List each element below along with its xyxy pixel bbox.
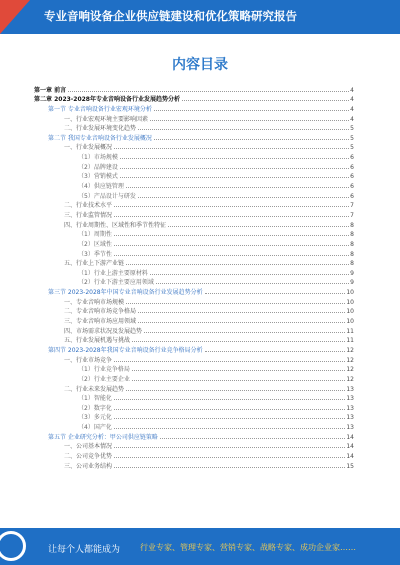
toc-entry[interactable] (34, 171, 354, 181)
toc-entry[interactable] (34, 441, 354, 451)
toc-entry-text: （3）季节性 (78, 250, 112, 258)
toc-entry-text: （3）多元化 (78, 414, 112, 422)
toc-entry-text: （5）产品设计与研发 (78, 192, 136, 200)
toc-page-number: 4 (350, 96, 354, 104)
toc-page-number: 4 (350, 86, 354, 94)
toc-page-number: 8 (350, 260, 354, 268)
footer-tagline: 行业专家、管理专家、营销专家、战略专家、成功企业家…… (140, 543, 356, 552)
toc-leader-dots (138, 312, 345, 313)
toc-entry[interactable] (34, 306, 354, 316)
toc-entry-text: （1）市场规模 (78, 154, 118, 162)
toc-entry[interactable] (34, 383, 354, 393)
toc-page-number: 8 (350, 250, 354, 258)
page-footer (0, 528, 400, 565)
toc-leader-dots (68, 91, 349, 92)
toc-leader-dots (120, 168, 349, 169)
toc-leader-dots (126, 187, 349, 188)
toc-entry-text: （2）行业主要企业 (78, 375, 130, 383)
toc-page-number: 12 (346, 346, 354, 354)
toc-page-number: 12 (346, 375, 354, 383)
toc-entry-text: 第四节 2023-2028年我国专业音响设备行业竞争格局分析 (48, 346, 203, 354)
toc-entry-text: 第二节 我国专业音响设备行业发展概况 (48, 134, 152, 142)
toc-leader-dots (132, 341, 345, 342)
toc-entry-text: 第一章 前言 (34, 86, 67, 94)
toc-page-number: 12 (346, 356, 354, 364)
toc-page-number: 12 (346, 366, 354, 374)
toc-page-number: 4 (350, 105, 354, 113)
toc-page-number: 5 (350, 134, 354, 142)
toc-entry-text: 一、行业市场竞争 (64, 356, 113, 364)
toc-leader-dots (114, 216, 349, 217)
toc-entry-text: 五、行业发展机遇与挑战 (64, 337, 131, 345)
toc-entry[interactable] (34, 450, 354, 460)
toc-entry-text: （2）品牌建设 (78, 163, 118, 171)
toc-leader-dots (120, 158, 349, 159)
toc-entry-text: （3）营销模式 (78, 173, 118, 181)
toc-entry[interactable] (34, 421, 354, 431)
toc-leader-dots (154, 110, 349, 111)
toc-page-number: 11 (346, 337, 354, 345)
toc-page-number: 6 (350, 154, 354, 162)
toc-heading: 内容目录 (172, 57, 228, 73)
toc-page-number: 13 (346, 414, 354, 422)
toc-entry[interactable] (34, 325, 354, 335)
toc-entry[interactable] (34, 103, 354, 113)
toc-leader-dots (132, 380, 346, 381)
toc-entry-text: 二、行业技术水平 (64, 202, 113, 210)
toc-leader-dots (120, 177, 349, 178)
page-header (0, 0, 400, 34)
toc-leader-dots (144, 332, 345, 333)
toc-page-number: 9 (350, 269, 354, 277)
toc-page-number: 10 (346, 308, 354, 316)
toc-leader-dots (114, 447, 345, 448)
toc-page-number: 14 (346, 452, 354, 460)
header-accent (0, 0, 30, 34)
toc-page-number: 13 (346, 395, 354, 403)
toc-entry[interactable] (34, 402, 354, 412)
toc-page-number: 7 (350, 202, 354, 210)
toc-entry-text: 第五节 企业研究分析：甲公司供应链策略 (48, 433, 158, 441)
toc-entry[interactable] (34, 431, 354, 441)
toc-leader-dots (114, 409, 346, 410)
toc-page-number: 10 (346, 289, 354, 297)
toc-leader-dots (114, 457, 345, 458)
toc-entry-text: （2）行业下游主要应用领域 (78, 279, 154, 287)
toc-leader-dots (126, 303, 345, 304)
toc-leader-dots (126, 264, 349, 265)
toc-leader-dots (138, 322, 345, 323)
toc-leader-dots (114, 245, 349, 246)
toc-entry-text: （2）数字化 (78, 404, 112, 412)
toc-page-number: 14 (346, 433, 354, 441)
toc-entry[interactable] (34, 200, 354, 210)
toc-page-number: 8 (350, 221, 354, 229)
toc-leader-dots (138, 129, 349, 130)
toc-page-number: 7 (350, 211, 354, 219)
toc-leader-dots (205, 351, 346, 352)
toc-entry-text: （1）行业竞争格局 (78, 366, 130, 374)
toc-leader-dots (114, 418, 346, 419)
toc-entry[interactable] (34, 151, 354, 161)
toc-entry-text: 一、专业音响市场规模 (64, 298, 125, 306)
toc-entry[interactable] (34, 460, 354, 470)
toc-entry[interactable] (34, 94, 354, 104)
toc-entry[interactable] (34, 123, 354, 133)
toc-entry[interactable] (34, 354, 354, 364)
report-title: 专业音响设备企业供应链建设和优化策略研究报告 (44, 9, 297, 23)
toc-entry[interactable] (34, 209, 354, 219)
toc-entry[interactable] (34, 161, 354, 171)
footer-slogan: 让每个人都能成为 (48, 545, 121, 555)
toc-page-number: 4 (350, 115, 354, 123)
toc-entry-text: 三、行业监管情况 (64, 211, 113, 219)
toc-entry-text: 二、专业音响市场竞争格局 (64, 308, 137, 316)
toc-entry[interactable] (34, 267, 354, 277)
toc-entry[interactable] (34, 132, 354, 142)
toc-leader-dots (114, 361, 345, 362)
toc-leader-dots (154, 139, 349, 140)
toc-leader-dots (126, 390, 345, 391)
toc-entry[interactable] (34, 277, 354, 287)
toc-page-number: 10 (346, 318, 354, 326)
toc-entry[interactable] (34, 84, 354, 94)
toc-leader-dots (156, 283, 349, 284)
toc-entry-text: 三、专业音响市场应用领域 (64, 318, 137, 326)
toc-page-number: 15 (346, 462, 354, 470)
toc-entry[interactable] (34, 238, 354, 248)
toc-entry-text: 第一节 专业音响设备行业宏观环境分析 (48, 105, 152, 113)
toc-leader-dots (114, 255, 349, 256)
toc-entry-text: （4）供应链管理 (78, 183, 124, 191)
toc-page-number: 6 (350, 192, 354, 200)
toc-entry-text: 二、公司竞争优势 (64, 452, 113, 460)
toc-entry-text: （2）区域性 (78, 240, 112, 248)
toc-entry-text: 三、公司业务结构 (64, 462, 113, 470)
toc-leader-dots (114, 148, 349, 149)
toc-leader-dots (138, 197, 349, 198)
toc-entry-text: 四、市场需求状况及发展趋势 (64, 327, 143, 335)
toc-entry[interactable] (34, 286, 354, 296)
toc-leader-dots (114, 235, 349, 236)
toc-entry[interactable] (34, 142, 354, 152)
toc-entry-text: 一、行业发展概况 (64, 144, 113, 152)
toc-page-number: 10 (346, 298, 354, 306)
toc-entry[interactable] (34, 296, 354, 306)
toc-page-number: 14 (346, 443, 354, 451)
toc-entry-text: 四、行业周期性、区域性和季节性特征 (64, 221, 167, 229)
toc-leader-dots (205, 293, 346, 294)
toc-entry[interactable] (34, 315, 354, 325)
toc-entry-text: 二、行业未来发展趋势 (64, 385, 125, 393)
toc-entry[interactable] (34, 393, 354, 403)
toc-leader-dots (114, 467, 345, 468)
toc-page-number: 9 (350, 279, 354, 287)
toc-entry[interactable] (34, 248, 354, 258)
toc-page-number: 13 (346, 404, 354, 412)
toc-entry[interactable] (34, 258, 354, 268)
toc-page-number: 8 (350, 240, 354, 248)
toc-entry[interactable] (34, 219, 354, 229)
toc-leader-dots (168, 226, 349, 227)
toc-entry[interactable] (34, 364, 354, 374)
toc-leader-dots (150, 120, 349, 121)
toc-leader-dots (132, 370, 346, 371)
toc-entry-text: 第二章 2023-2028年专业音响设备行业发展趋势分析 (34, 96, 180, 104)
toc-entry[interactable] (34, 113, 354, 123)
toc-entry-text: （4）国产化 (78, 424, 112, 432)
toc-entry[interactable] (34, 180, 354, 190)
toc-entry[interactable] (34, 190, 354, 200)
toc-entry-text: 一、行业宏观环境主要影响因素 (64, 115, 149, 123)
toc-entry-text: 二、行业发展环境变化趋势 (64, 125, 137, 133)
toc-page-number: 6 (350, 183, 354, 191)
toc-leader-dots (114, 428, 346, 429)
toc-page-number: 6 (350, 173, 354, 181)
toc-entry[interactable] (34, 229, 354, 239)
toc-entry[interactable] (34, 344, 354, 354)
toc-leader-dots (114, 399, 346, 400)
toc-leader-dots (114, 206, 349, 207)
toc-entry-text: （1）智能化 (78, 395, 112, 403)
toc-page-number: 13 (346, 385, 354, 393)
footer-ring-decoration (0, 531, 26, 561)
toc-leader-dots (150, 274, 349, 275)
toc-entry-text: 五、行业上下游产业链 (64, 260, 125, 268)
table-of-contents (34, 84, 354, 470)
toc-entry-text: 第三节 2023-2028年中国专业音响设备行业发展趋势分析 (48, 289, 203, 297)
toc-page-number: 5 (350, 125, 354, 133)
toc-page-number: 13 (346, 424, 354, 432)
toc-entry[interactable] (34, 373, 354, 383)
toc-entry-text: （1）行业上游主要原材料 (78, 269, 148, 277)
toc-page-number: 6 (350, 163, 354, 171)
toc-leader-dots (182, 100, 349, 101)
toc-entry[interactable] (34, 335, 354, 345)
toc-entry[interactable] (34, 412, 354, 422)
toc-leader-dots (160, 438, 345, 439)
toc-page-number: 11 (346, 327, 354, 335)
toc-page-number: 5 (350, 144, 354, 152)
toc-entry-text: （1）周期性 (78, 231, 112, 239)
toc-entry-text: 一、公司基本情况 (64, 443, 113, 451)
toc-page-number: 8 (350, 231, 354, 239)
